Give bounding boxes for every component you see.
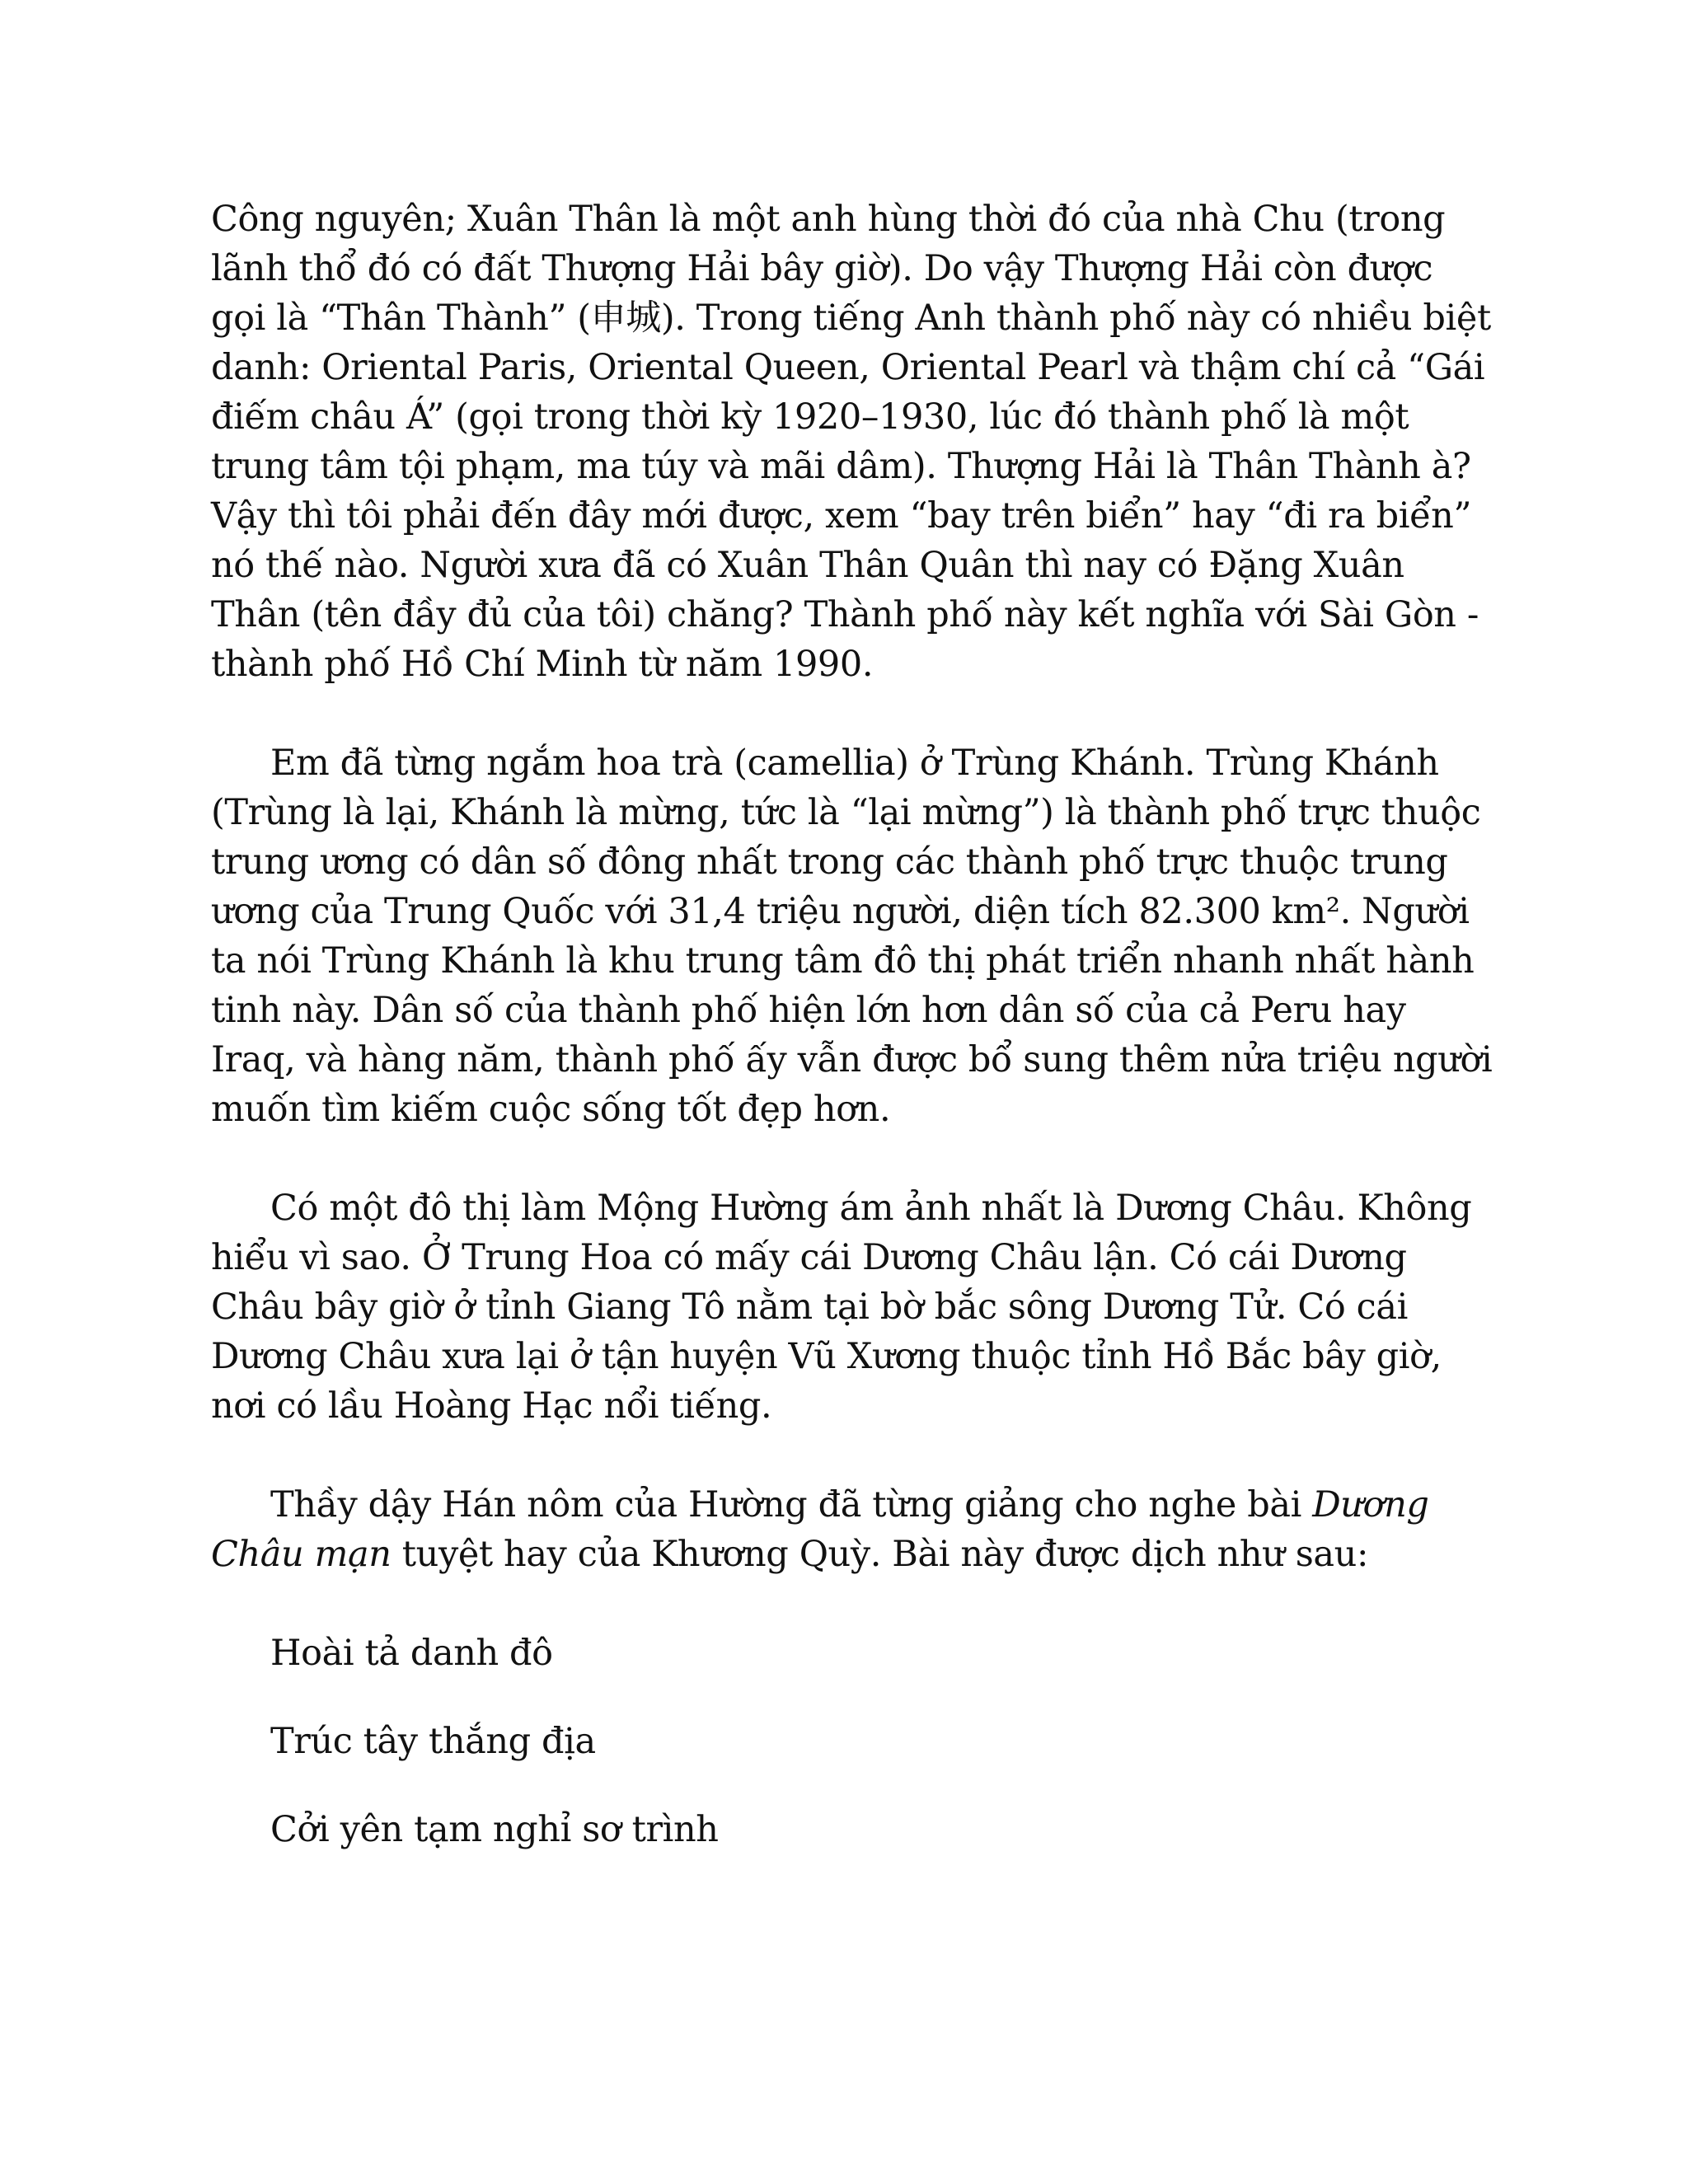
- verse-line-3: Cởi yên tạm nghỉ sơ trình: [270, 1809, 719, 1850]
- poem-intro-start: Thầy dậy Hán nôm của Hường đã từng giảng cho nghe bài: [270, 1484, 1313, 1526]
- paragraph-poem-intro: [211, 1480, 1497, 1579]
- paragraph-chongqing: Em đã từng ngắm hoa trà (camellia) ở Trùng Khánh. Trùng Khánh (Trùng là lại, Khánh là mừng, tức là “lại mừng”) là thành phố trực thuộc trung ương có dân số đông nhất trong các thành phố trực thuộc trung ương của Trung Quốc với 31,4 triệu người, diện tích 82.300 km². Người ta nói Trùng Khánh là khu trung tâm đô thị phát triển nhanh nhất hành tinh này. Dân số của thành phố hiện lớn hơn dân số của cả Peru hay Iraq, và hàng năm, thành phố ấy vẫn được bổ sung thêm nửa triệu người muốn tìm kiếm cuộc sống tốt đẹp hơn.: [211, 743, 1493, 1130]
- poem-intro-end: tuyệt hay của Khương Quỳ. Bài này được dịch như sau:: [391, 1534, 1369, 1575]
- paragraph-shanghai: Công nguyên; Xuân Thân là một anh hùng thời đó của nhà Chu (trong lãnh thổ đó có đất Thượng Hải bây giờ). Do vậy Thượng Hải còn được gọi là “Thân Thành” (申城). Trong tiếng Anh thành phố này có nhiều biệt danh: Oriental Paris, Oriental Queen, Oriental Pearl và thậm chí cả “Gái điếm châu Á” (gọi trong thời kỳ 1920–1930, lúc đó thành phố là một trung tâm tội phạm, ma túy và mãi dâm). Thượng Hải là Thân Thành à? Vậy thì tôi phải đến đây mới được, xem “bay trên biển” hay “đi ra biển” nó thế nào. Người xưa đã có Xuân Thân Quân thì nay có Đặng Xuân Thân (tên đầy đủ của tôi) chăng? Thành phố này kết nghĩa với Sài Gòn - thành phố Hồ Chí Minh từ năm 1990.: [211, 199, 1491, 685]
- paragraph-yangzhou: Có một đô thị làm Mộng Hường ám ảnh nhất là Dương Châu. Không hiểu vì sao. Ở Trung Hoa có mấy cái Dương Châu lận. Có cái Dương Châu bây giờ ở tỉnh Giang Tô nằm tại bờ bắc sông Dương Tử. Có cái Dương Châu xưa lại ở tận huyện Vũ Xương thuộc tỉnh Hồ Bắc bây giờ, nơi có lầu Hoàng Hạc nổi tiếng.: [211, 1188, 1472, 1427]
- verse-line-2: Trúc tây thắng địa: [270, 1721, 596, 1762]
- verse-line-1: Hoài tả danh đô: [270, 1633, 553, 1674]
- poem-title: Dương Châu mạn: [211, 1484, 1429, 1575]
- document-page: [211, 194, 1497, 1893]
